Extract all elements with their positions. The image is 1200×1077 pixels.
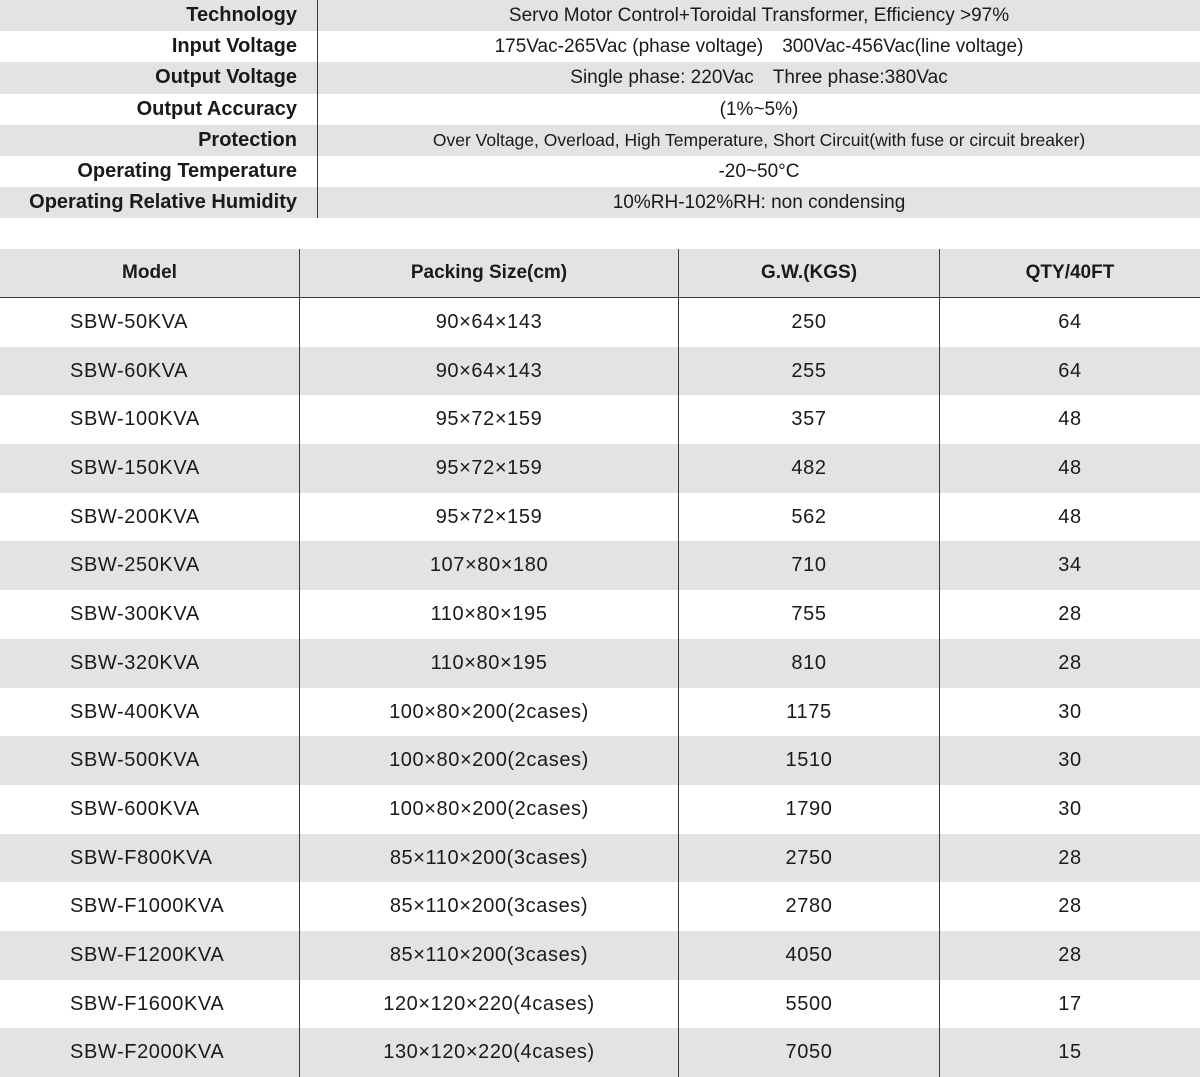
table-row — [0, 493, 1200, 542]
cell-qty-40ft: 28 — [1058, 846, 1082, 869]
cell-qty-40ft: 48 — [1058, 457, 1082, 480]
spec-label: Operating Relative Humidity — [0, 187, 318, 218]
spec-value: Over Voltage, Overload, High Temperature, Short Circuit(with fuse or circuit breaker) — [432, 129, 1086, 150]
cell-packing-size: 100×80×200(2cases) — [300, 785, 679, 834]
cell-packing-size: 95×72×159 — [300, 493, 679, 542]
spec-value: (1%~5%) — [719, 98, 799, 120]
table-row — [0, 541, 1200, 590]
cell-model: SBW-50KVA — [0, 298, 300, 347]
cell-gross-weight: 250 — [679, 298, 940, 347]
table-body — [0, 298, 1200, 1077]
table-header-row — [0, 249, 1200, 298]
models-table — [0, 249, 1200, 1077]
cell-gross-weight: 482 — [679, 444, 940, 493]
cell-qty-40ft: 17 — [1058, 992, 1082, 1015]
cell-packing-size: 95×72×159 — [300, 395, 679, 444]
spec-value: -20~50°C — [718, 160, 800, 182]
cell-qty-40ft: 28 — [1058, 943, 1082, 966]
cell-model: SBW-600KVA — [0, 785, 300, 834]
specifications-table — [0, 0, 1200, 218]
spec-row-input-voltage — [0, 31, 1200, 62]
table-row — [0, 882, 1200, 931]
spec-row-output-accuracy — [0, 94, 1200, 125]
spec-row-operating-temperature — [0, 156, 1200, 187]
cell-gross-weight: 2780 — [679, 882, 940, 931]
cell-qty-40ft: 30 — [1058, 749, 1082, 772]
cell-model: SBW-F1600KVA — [0, 980, 300, 1029]
spec-label: Input Voltage — [0, 31, 318, 62]
cell-gross-weight: 1790 — [679, 785, 940, 834]
table-row — [0, 1028, 1200, 1077]
cell-model: SBW-400KVA — [0, 688, 300, 737]
cell-model: SBW-500KVA — [0, 736, 300, 785]
cell-packing-size: 100×80×200(2cases) — [300, 736, 679, 785]
cell-model: SBW-F1200KVA — [0, 931, 300, 980]
table-row — [0, 639, 1200, 688]
table-row — [0, 834, 1200, 883]
cell-model: SBW-200KVA — [0, 493, 300, 542]
cell-packing-size: 85×110×200(3cases) — [300, 882, 679, 931]
spec-value: Single phase: 220Vac Three phase:380Vac — [570, 67, 948, 89]
cell-packing-size: 130×120×220(4cases) — [300, 1028, 679, 1077]
spec-row-operating-humidity — [0, 187, 1200, 218]
table-row — [0, 347, 1200, 396]
table-row — [0, 298, 1200, 347]
cell-qty-40ft: 30 — [1058, 797, 1082, 820]
cell-packing-size: 90×64×143 — [300, 298, 679, 347]
cell-model: SBW-F2000KVA — [0, 1028, 300, 1077]
spec-label: Protection — [0, 125, 318, 156]
table-row — [0, 931, 1200, 980]
cell-packing-size: 95×72×159 — [300, 444, 679, 493]
cell-model: SBW-F800KVA — [0, 834, 300, 883]
cell-packing-size: 107×80×180 — [300, 541, 679, 590]
spec-value: 10%RH-102%RH: non condensing — [612, 192, 906, 214]
cell-gross-weight: 5500 — [679, 980, 940, 1029]
header-packing-size: Packing Size(cm) — [300, 249, 679, 297]
cell-packing-size: 85×110×200(3cases) — [300, 834, 679, 883]
cell-qty-40ft: 30 — [1058, 700, 1082, 723]
cell-qty-40ft: 28 — [1058, 895, 1082, 918]
spec-label: Output Accuracy — [0, 94, 318, 125]
cell-qty-40ft: 64 — [1058, 311, 1082, 333]
table-row — [0, 395, 1200, 444]
cell-model: SBW-320KVA — [0, 639, 300, 688]
cell-model: SBW-300KVA — [0, 590, 300, 639]
table-row — [0, 590, 1200, 639]
cell-gross-weight: 810 — [679, 639, 940, 688]
cell-packing-size: 90×64×143 — [300, 347, 679, 396]
table-row — [0, 785, 1200, 834]
cell-packing-size: 100×80×200(2cases) — [300, 688, 679, 737]
spec-row-protection — [0, 125, 1200, 156]
cell-qty-40ft: 28 — [1058, 603, 1082, 626]
cell-model: SBW-150KVA — [0, 444, 300, 493]
cell-packing-size: 85×110×200(3cases) — [300, 931, 679, 980]
table-row — [0, 980, 1200, 1029]
cell-qty-40ft: 15 — [1058, 1041, 1082, 1064]
spec-label: Operating Temperature — [0, 156, 318, 187]
cell-gross-weight: 562 — [679, 493, 940, 542]
header-model: Model — [0, 249, 300, 297]
cell-gross-weight: 710 — [679, 541, 940, 590]
cell-gross-weight: 1175 — [679, 688, 940, 737]
cell-packing-size: 110×80×195 — [300, 639, 679, 688]
cell-gross-weight: 1510 — [679, 736, 940, 785]
cell-gross-weight: 7050 — [679, 1028, 940, 1077]
table-row — [0, 444, 1200, 493]
header-gross-weight: G.W.(KGS) — [679, 249, 940, 297]
cell-model: SBW-F1000KVA — [0, 882, 300, 931]
spec-row-technology — [0, 0, 1200, 31]
cell-qty-40ft: 34 — [1058, 554, 1082, 577]
spec-value: Servo Motor Control+Toroidal Transformer, Efficiency >97% — [508, 5, 1010, 26]
cell-gross-weight: 255 — [679, 347, 940, 396]
cell-model: SBW-250KVA — [0, 541, 300, 590]
cell-gross-weight: 755 — [679, 590, 940, 639]
cell-qty-40ft: 64 — [1058, 359, 1082, 382]
spec-label: Output Voltage — [0, 62, 318, 93]
header-qty-40ft: QTY/40FT — [1025, 262, 1115, 283]
spec-row-output-voltage — [0, 62, 1200, 93]
cell-qty-40ft: 28 — [1058, 651, 1082, 674]
table-row — [0, 688, 1200, 737]
cell-gross-weight: 357 — [679, 395, 940, 444]
cell-model: SBW-100KVA — [0, 395, 300, 444]
cell-packing-size: 110×80×195 — [300, 590, 679, 639]
cell-qty-40ft: 48 — [1058, 408, 1082, 431]
cell-gross-weight: 4050 — [679, 931, 940, 980]
cell-gross-weight: 2750 — [679, 834, 940, 883]
cell-model: SBW-60KVA — [0, 347, 300, 396]
table-row — [0, 736, 1200, 785]
cell-packing-size: 120×120×220(4cases) — [300, 980, 679, 1029]
spec-label: Technology — [0, 0, 318, 31]
spec-value: 175Vac-265Vac (phase voltage) 300Vac-456Vac(line voltage) — [494, 36, 1024, 58]
cell-qty-40ft: 48 — [1058, 505, 1082, 528]
